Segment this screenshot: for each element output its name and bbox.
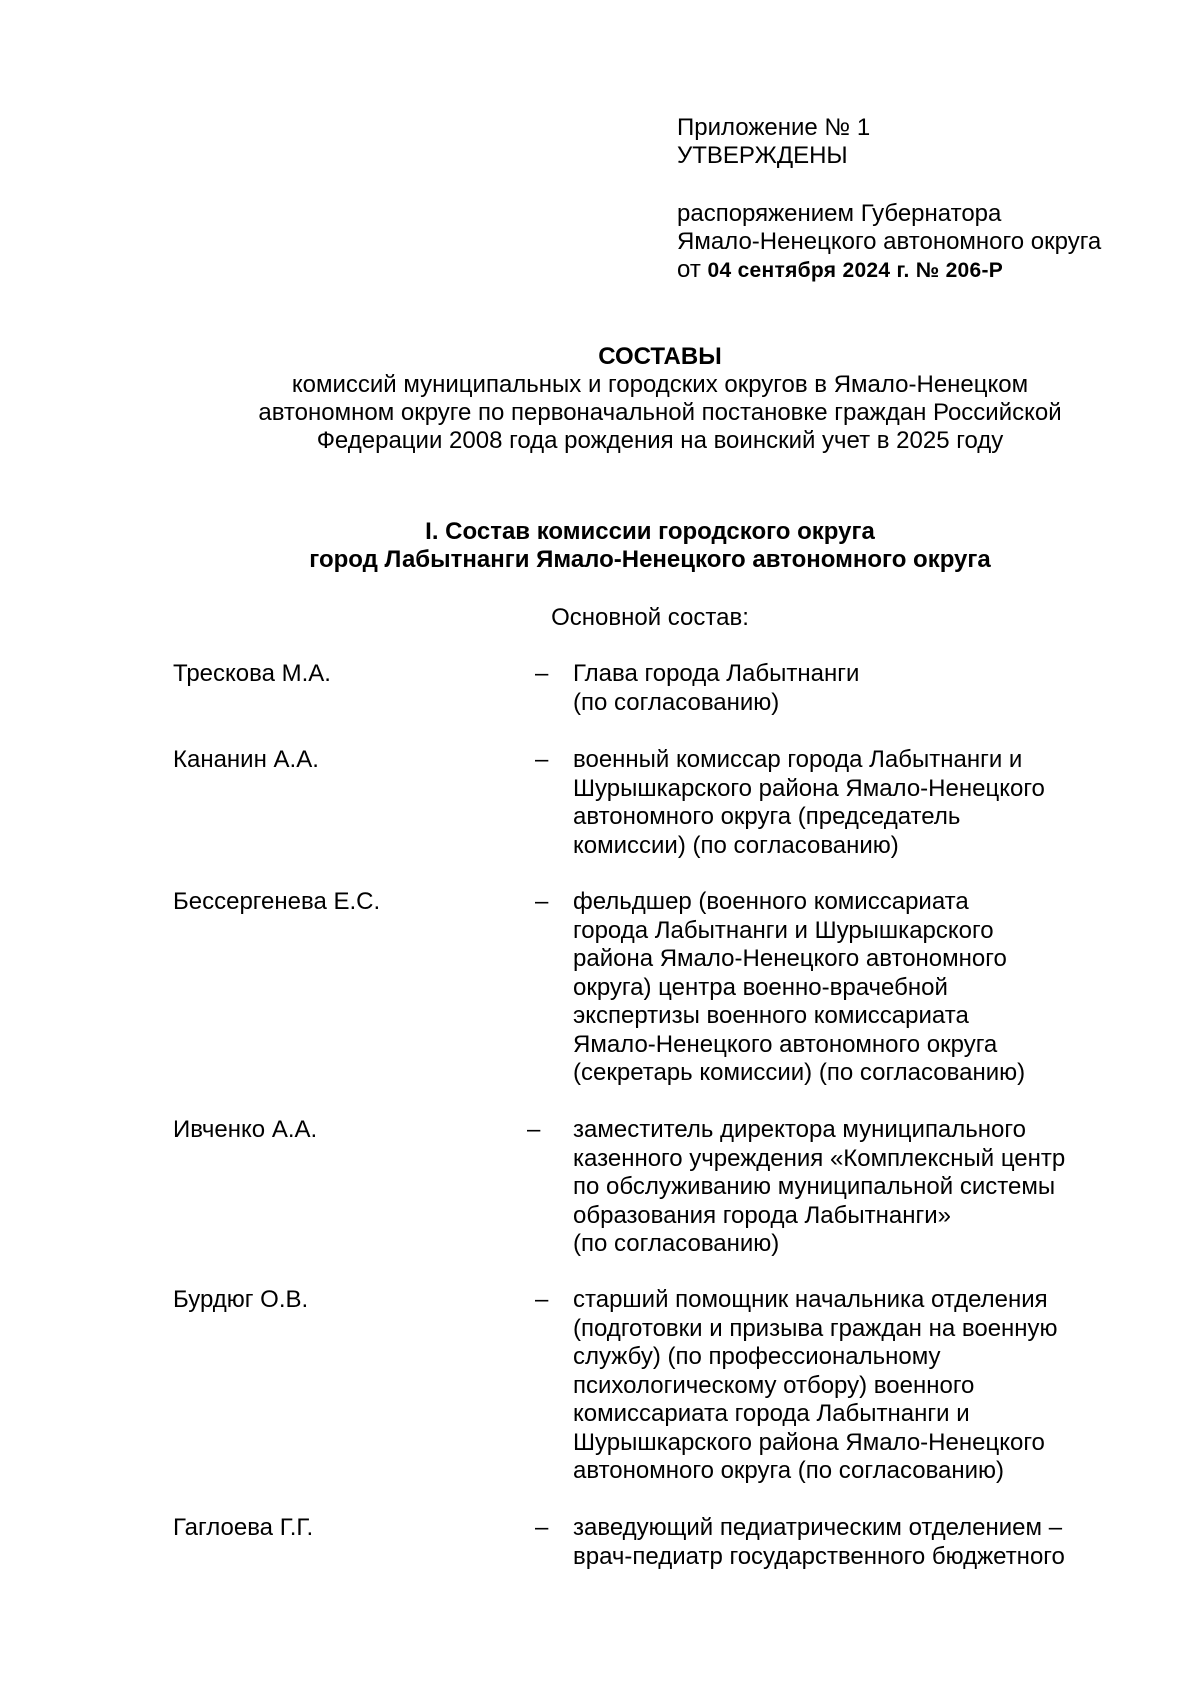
composition-subheading: Основной состав: [551,604,749,631]
member-role-line: Ямало-Ненецкого автономного округа [573,1030,998,1058]
member-role-line: (по согласованию) [573,1230,780,1257]
member-name: Ивченко А.А. [173,1116,318,1143]
member-role-line: Шурышкарского района Ямало-Ненецкого [573,1428,1045,1456]
member-role-line: фельдшер (военного комиссариата [573,888,969,915]
member-role-line: автономного округа (председатель [573,803,961,830]
member-role [573,888,1133,1088]
member-dash: – [535,888,549,915]
heading-line-3: Федерации 2008 года рождения на воинский учет в 2025 году [316,427,1004,454]
member-role-line: по обслуживанию муниципальной системы [573,1173,1056,1200]
member-role-line: автономного округа (по согласованию) [573,1457,1005,1484]
member-dash: – [535,1514,549,1541]
heading-line-1: комиссий муниципальных и городских округов в Ямало-Ненецком [291,371,1029,398]
member-role-line: службу) (по профессиональному [573,1343,941,1370]
member-role [573,1286,1133,1486]
member-role-line: Шурышкарского района Ямало-Ненецкого [573,774,1045,802]
member-role-line: (по согласованию) [573,688,780,716]
member-role-line: (секретарь комиссии) (по согласованию) [573,1059,1026,1086]
member-role-line: Глава города Лабытнанги [573,660,860,687]
member-role-line: экспертизы военного комиссариата [573,1002,969,1029]
member-role-line: района Ямало-Ненецкого автономного [573,945,1007,972]
section-heading-line-2: город Лабытнанги Ямало-Ненецкого автономного округа [309,546,991,573]
member-role-line: врач-педиатр государственного бюджетного [573,1542,1065,1570]
member-name: Трескова М.А. [173,660,331,687]
member-role-line: города Лабытнанги и Шурышкарского [573,916,994,944]
order-date-number: 04 сентября 2024 г. № 206-Р [707,259,1004,282]
member-role-line: заведующий педиатрическим отделением – [573,1514,1063,1541]
member-role-line: комиссии) (по согласованию) [573,831,899,859]
approved-label: УТВЕРЖДЕНЫ [677,142,848,169]
member-role [573,1116,1133,1259]
member-role [573,660,1133,717]
member-name: Бурдюг О.В. [173,1286,309,1313]
section-heading-line-1: I. Состав комиссии городского округа [425,518,875,545]
member-dash: – [535,660,549,687]
member-dash: – [527,1116,541,1143]
member-name: Гаглоева Г.Г. [173,1514,314,1541]
member-role-line: военный комиссар города Лабытнанги и [573,746,1023,773]
member-role-line: комиссариата города Лабытнанги и [573,1400,970,1427]
member-role-line: округа) центра военно-врачебной [573,973,948,1001]
member-role-line: (подготовки и призыва граждан на военную [573,1314,1058,1342]
annex-label: Приложение № 1 [677,114,871,141]
member-dash: – [535,746,549,773]
member-role-line: казенного учреждения «Комплексный центр [573,1144,1066,1172]
member-role [573,1514,1133,1571]
order-line-2: Ямало-Ненецкого автономного округа [677,228,1102,255]
member-role [573,746,1133,860]
document-title: СОСТАВЫ [598,343,722,370]
member-name: Бессергенева Е.С. [173,888,381,915]
member-role-line: заместитель директора муниципального [573,1116,1026,1143]
member-dash: – [535,1286,549,1313]
member-role-line: образования города Лабытнанги» [573,1201,951,1229]
order-line-1: распоряжением Губернатора [677,200,1002,227]
heading-line-2: автономном округе по первоначальной постановке граждан Российской [258,399,1062,426]
date-prefix: от [677,256,701,283]
member-role-line: психологическому отбору) военного [573,1371,975,1399]
member-role-line: старший помощник начальника отделения [573,1286,1048,1313]
member-name: Кананин А.А. [173,746,319,773]
